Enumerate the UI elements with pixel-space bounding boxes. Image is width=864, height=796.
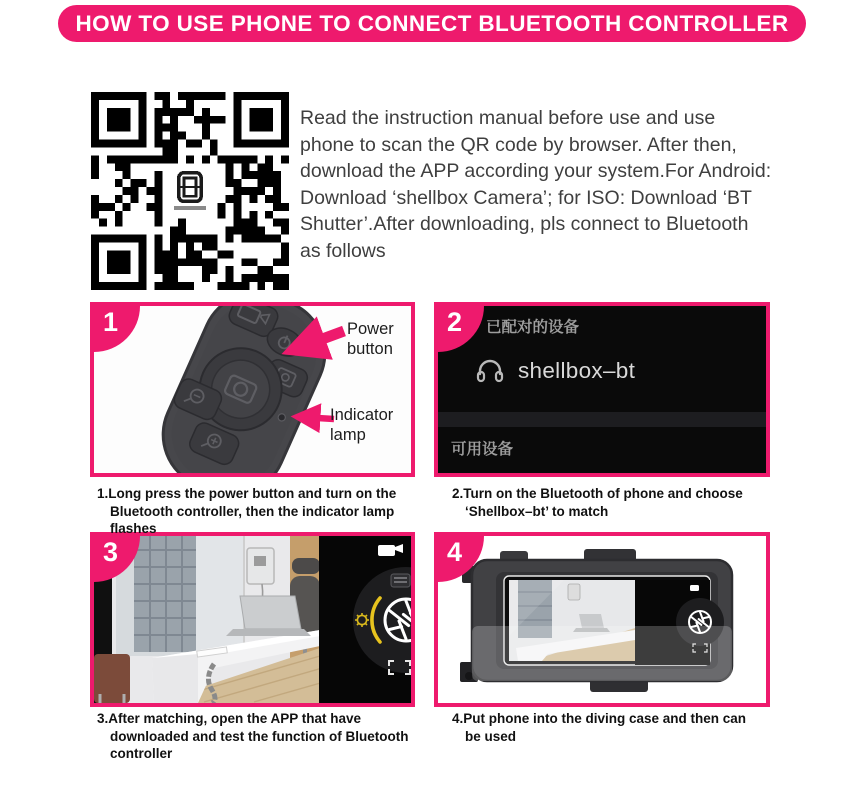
- building-outside-window: [134, 536, 196, 652]
- step-2-caption: 2.Turn on the Bluetooth of phone and choose ‘Shellbox–bt’ to match: [452, 486, 743, 519]
- page-title: HOW TO USE PHONE TO CONNECT BLUETOOTH CONTROLLER: [58, 5, 806, 42]
- step-4-caption: 4.Put phone into the diving case and then can be used: [452, 711, 747, 744]
- step-3-badge: 3: [94, 536, 140, 582]
- window-glare: [196, 536, 244, 654]
- qr-code-image: [84, 92, 296, 290]
- power-button-label: Power button: [347, 320, 394, 358]
- indicator-lamp-label: Indicator lamp: [330, 406, 394, 444]
- headphone-icon: [476, 358, 504, 384]
- step-3-caption: 3.After matching, open the APP that have downloaded and test the function of Bluetooth controller: [97, 711, 409, 761]
- available-devices-header: 可用设备: [451, 441, 514, 458]
- intro-text: Read the instruction manual before use and use phone to scan the QR code by browser. After then, download the APP according your system.For Android: Download ‘shellbox Camera’; for ISO: Download ‘BT Shutter’.After downloading, pls connect to Bluetooth as follows: [300, 107, 772, 262]
- camera-app-screenshot: [94, 536, 411, 703]
- step-4-badge: 4: [438, 536, 484, 582]
- paired-device-row: [476, 358, 635, 384]
- step-3-panel: [90, 532, 415, 707]
- step-1-caption: 1.Long press the power button and turn on the Bluetooth controller, then the indicator lamp flashes: [97, 486, 397, 536]
- case-reflection: [472, 626, 732, 681]
- paired-devices-header: 已配对的设备: [486, 319, 580, 336]
- step-1-badge: 1: [94, 306, 140, 352]
- step-1-panel: [90, 302, 415, 477]
- paired-device-name: shellbox–bt: [518, 358, 636, 383]
- leather-chair: [94, 654, 130, 703]
- step-2-panel: [434, 302, 770, 477]
- step-2-badge: 2: [438, 306, 484, 352]
- remote-body: [146, 306, 342, 473]
- diving-case-photo: [438, 536, 766, 703]
- menu-chip-icon[interactable]: [391, 574, 410, 587]
- step-4-panel: [434, 532, 770, 707]
- qr-code-icon: [84, 92, 296, 290]
- section-divider: [438, 412, 766, 427]
